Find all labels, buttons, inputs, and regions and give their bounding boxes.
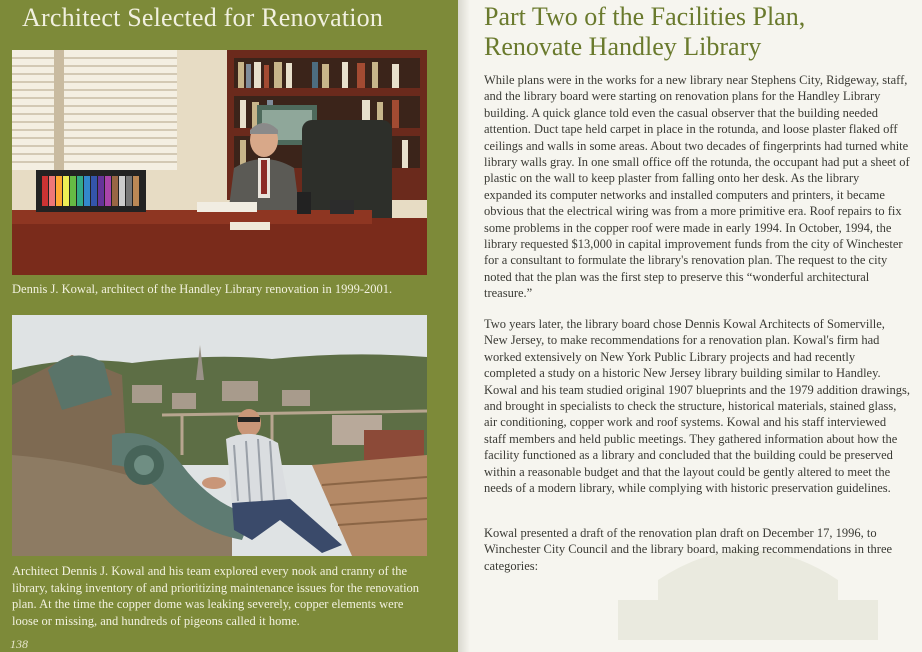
photo2-caption: Architect Dennis J. Kowal and his team explored every nook and cranny of the library, taking inventory of and prioritizing maintenance issues for the renovation plan. At the time the copper dome was leaking severely, copper elements were loose or missing, and hundreds of pigeons called it home.: [12, 564, 420, 628]
body-paragraph: Kowal presented a draft of the renovation plan draft on December 17, 1996, to Winchester City Council and the library board, making recommendations in three categories:: [484, 526, 893, 573]
page-gutter-shadow: [458, 0, 470, 652]
left-page: [0, 0, 458, 652]
right-title-line-1: Part Two of the Facilities Plan,: [484, 2, 806, 31]
library-building-watermark-icon: [598, 520, 898, 640]
page-number: 138: [10, 637, 28, 651]
body-paragraph: Two years later, the library board chose Dennis Kowal Architects of Somerville, New Jersey, to make recommendations for a renovation plan. Kowal's firm had worked extensively on New York Public Library projects and had recently completed a study on a historic New Jersey library building similar to Handley. Kowal and his team studied original 1907 blueprints and the 1979 addition drawings, and brought in specialists to check the structure, historical materials, stained glass, air conditioning, copper work and roof systems. Kowal and his staff interviewed staff members and held public meetings. They gathered information about how the facility functioned as a library and concluded that the building could be preserved within a reasonable budget and that the layout could be gently altered to meet the needs of a modern library, while complying with historic preservation guidelines.: [484, 317, 910, 496]
right-page-title: [484, 2, 805, 62]
architect-office-photo: [12, 50, 427, 275]
photo1-caption: Dennis J. Kowal, architect of the Handley Library renovation in 1999-2001.: [12, 282, 393, 296]
copper-dome-rooftop-photo: [12, 315, 427, 556]
left-page-title: Architect Selected for Renovation: [22, 3, 384, 32]
right-page: [458, 0, 922, 652]
body-paragraph: While plans were in the works for a new library near Stephens City, Ridgeway, staff, and the library board were starting on renovation plans for the Handley Library building. A quick glance told even the casual observer that the building needed attention. Duct tape held carpet in place in the rotunda, and loose plaster flaked off ceilings and walls in some areas. About two decades of fingerprints had turned white library walls gray. In one small office off the rotunda, the occupant had put a sheet of plastic on the wall to keep plaster from falling onto her desk. As the library expanded its computer networks and installed computers and printers, it became obvious that the electrical wiring was from a more primitive era. Roof repairs to fix some problems in the copper roof were made in early 1994. In October, 1994, the library requested $13,000 in capital improvement funds from the city of Winchester for a consultant to formulate the library's renovation plan. The request to the city noted that the plan was the first step to preserve this “wonderful architectural treasure.”: [484, 73, 910, 301]
right-title-line-2: Renovate Handley Library: [484, 32, 762, 61]
